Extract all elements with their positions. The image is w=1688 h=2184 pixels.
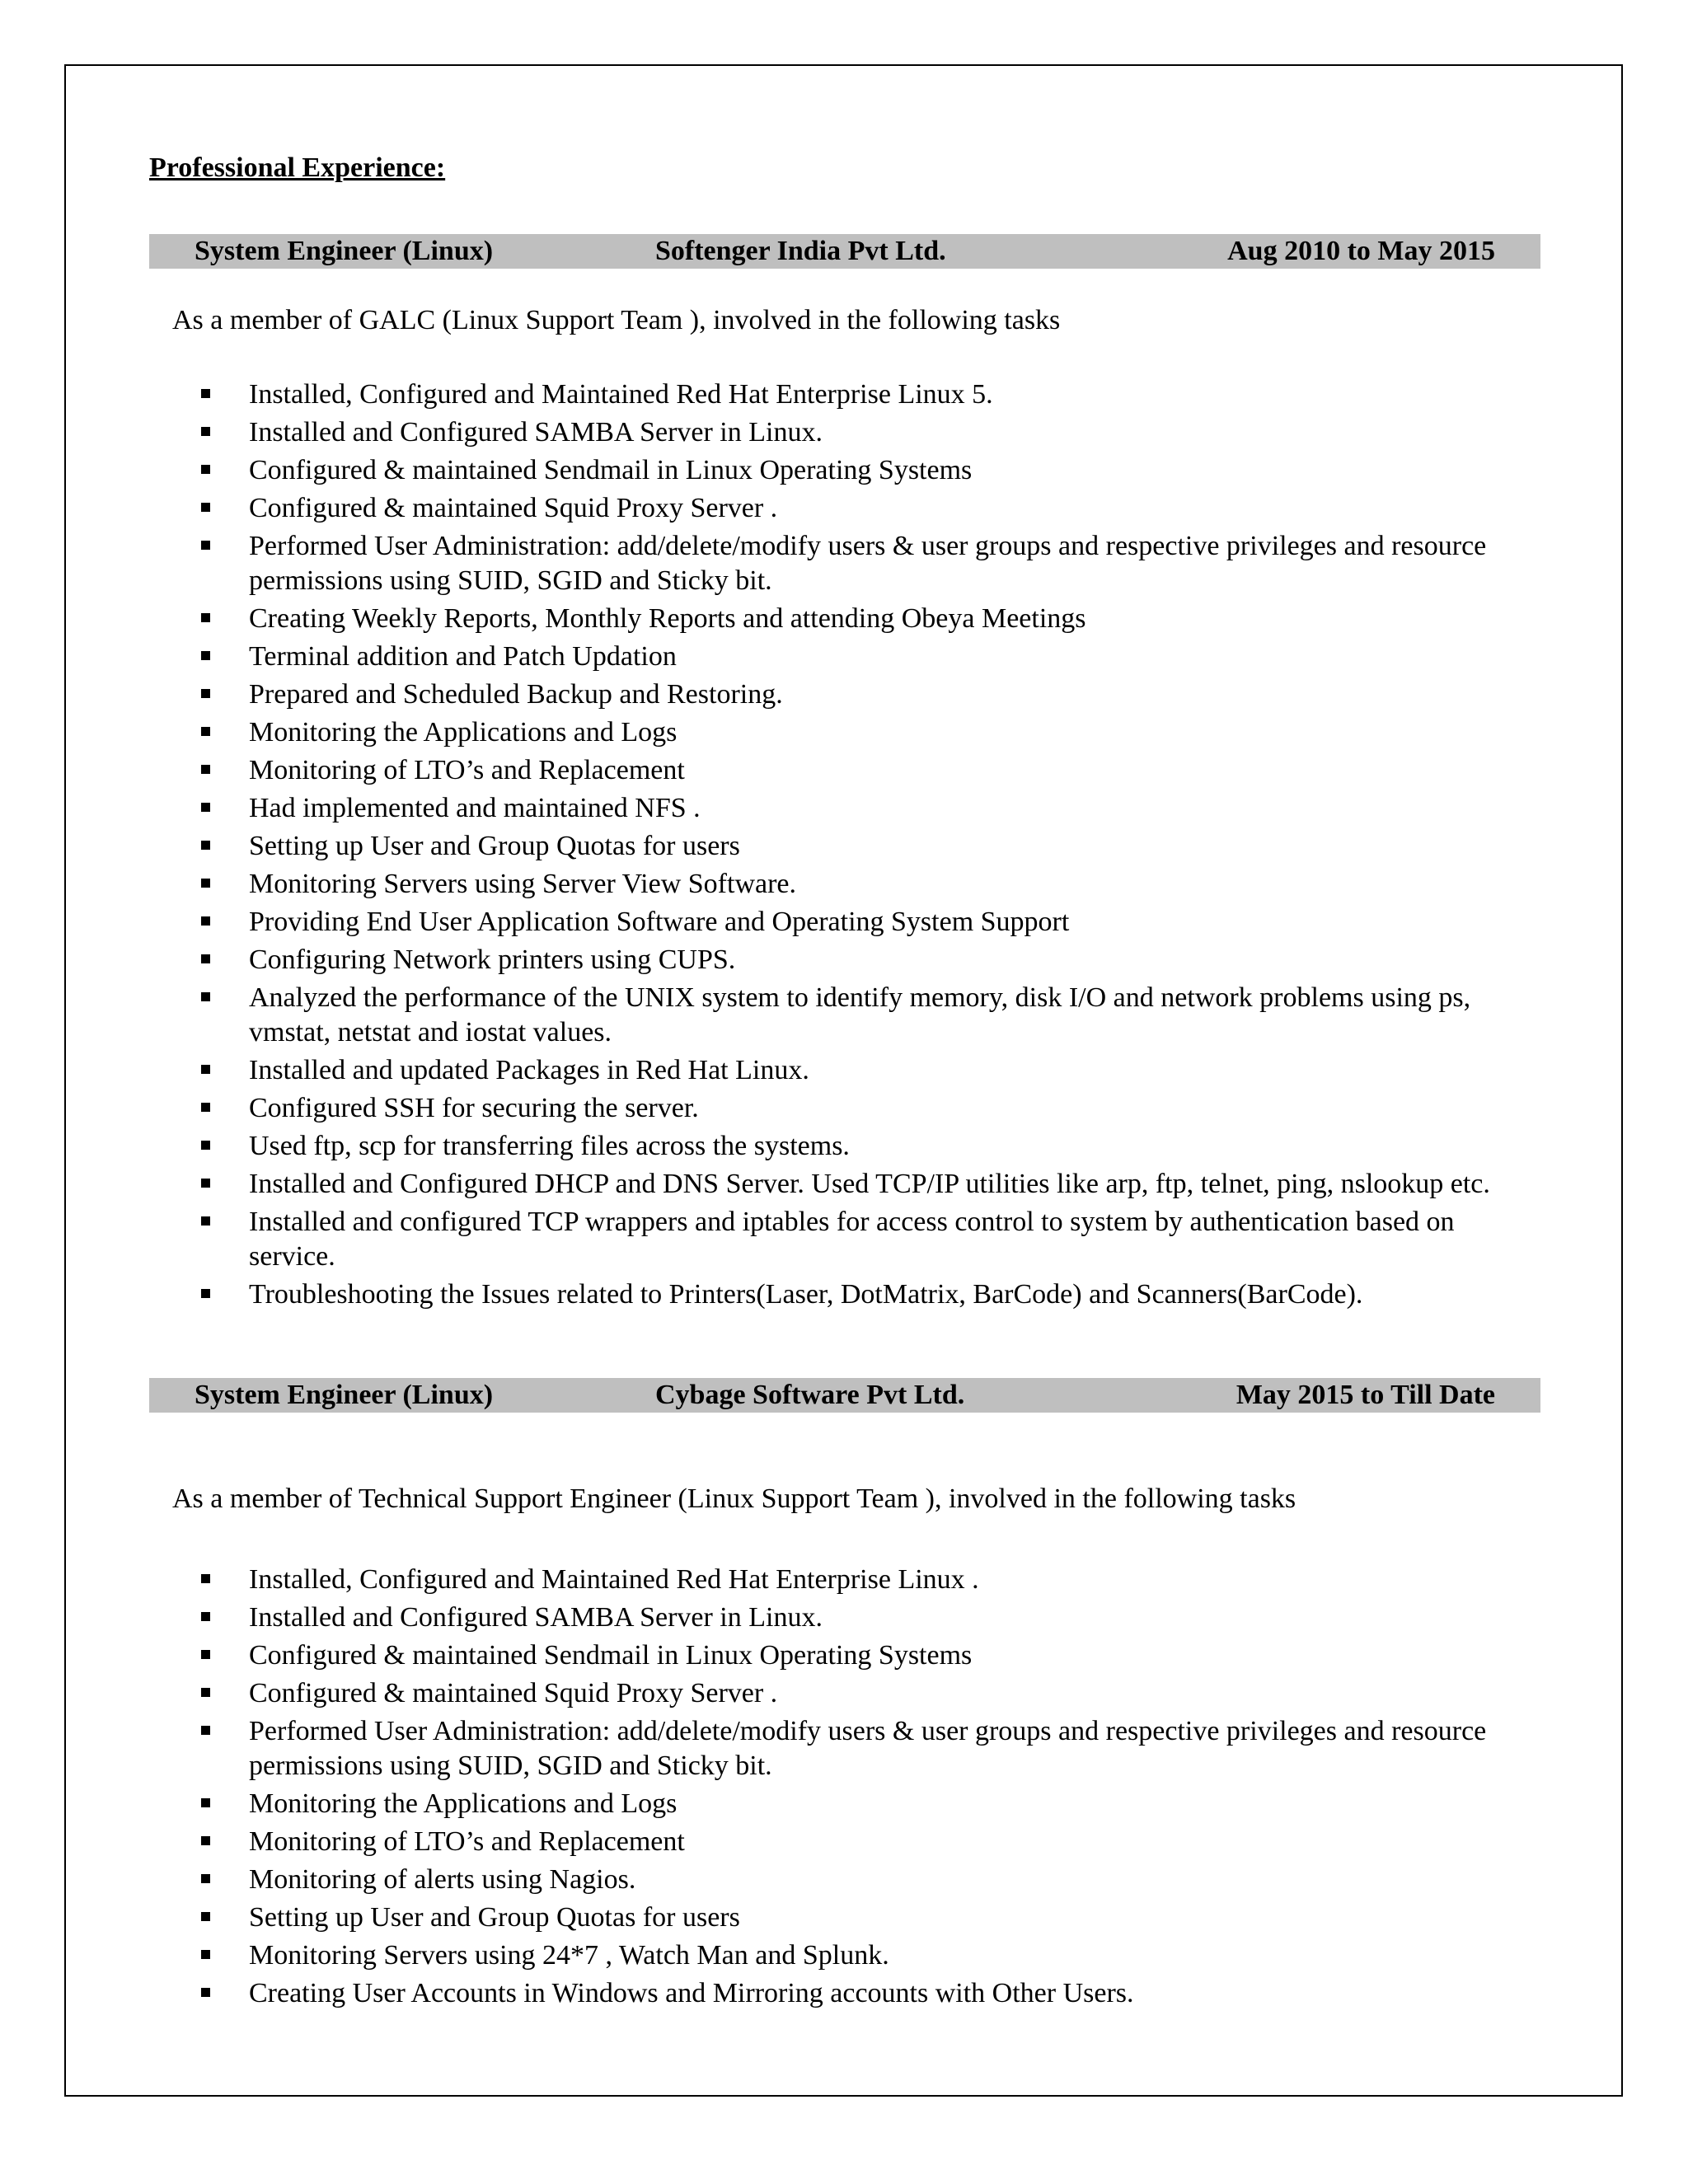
task-text: Monitoring of alerts using Nagios. <box>249 1864 636 1895</box>
square-bullet-icon <box>201 427 210 436</box>
job-header-2 <box>149 1378 1540 1413</box>
list-item <box>201 677 1528 712</box>
list-item <box>201 1601 1528 1635</box>
square-bullet-icon <box>201 1065 210 1074</box>
square-bullet-icon <box>201 1726 210 1735</box>
job-company: Softenger India Pvt Ltd. <box>655 236 946 266</box>
task-list-2 <box>201 1563 1528 2014</box>
task-text: Installed and Configured SAMBA Server in Linux. <box>249 417 823 448</box>
task-text: Installed, Configured and Maintained Red Hat Enterprise Linux 5. <box>249 379 993 410</box>
task-text: Monitoring Servers using 24*7 , Watch Man and Splunk. <box>249 1940 889 1971</box>
square-bullet-icon <box>201 1836 210 1845</box>
job-header-1 <box>149 234 1540 269</box>
list-item <box>201 753 1528 788</box>
task-text: Configured & maintained Sendmail in Linux Operating Systems <box>249 455 973 485</box>
square-bullet-icon <box>201 803 210 812</box>
task-text: Performed User Administration: add/delete/modify users & user groups and respective privileges and resource permissions using SUID, SGID and Sticky bit. <box>249 531 1487 596</box>
list-item <box>201 1676 1528 1711</box>
list-item <box>201 1938 1528 1973</box>
list-item <box>201 829 1528 864</box>
square-bullet-icon <box>201 1988 210 1997</box>
job-dates: Aug 2010 to May 2015 <box>1227 236 1495 266</box>
square-bullet-icon <box>201 992 210 1001</box>
task-list-1 <box>201 377 1528 1315</box>
task-text: Setting up User and Group Quotas for users <box>249 831 740 861</box>
square-bullet-icon <box>201 689 210 698</box>
square-bullet-icon <box>201 503 210 512</box>
square-bullet-icon <box>201 1612 210 1621</box>
list-item <box>201 1976 1528 2011</box>
square-bullet-icon <box>201 1650 210 1659</box>
square-bullet-icon <box>201 541 210 550</box>
job-title: System Engineer (Linux) <box>195 1380 494 1410</box>
task-text: Terminal addition and Patch Updation <box>249 641 677 672</box>
task-text: Installed and configured TCP wrappers and iptables for access control to system by authentication based on service. <box>249 1207 1455 1272</box>
task-text: Analyzed the performance of the UNIX system to identify memory, disk I/O and network problems using ps, vmstat, netstat and iostat values. <box>249 982 1471 1047</box>
task-text: Monitoring of LTO’s and Replacement <box>249 755 685 785</box>
list-item <box>201 1825 1528 1859</box>
task-text: Configured & maintained Sendmail in Linux Operating Systems <box>249 1640 973 1671</box>
square-bullet-icon <box>201 389 210 398</box>
list-item <box>201 377 1528 412</box>
square-bullet-icon <box>201 1103 210 1112</box>
square-bullet-icon <box>201 613 210 622</box>
job-dates: May 2015 to Till Date <box>1236 1380 1495 1410</box>
square-bullet-icon <box>201 1216 210 1226</box>
list-item <box>201 1129 1528 1164</box>
task-text: Monitoring of LTO’s and Replacement <box>249 1826 685 1857</box>
list-item <box>201 640 1528 674</box>
list-item <box>201 791 1528 826</box>
square-bullet-icon <box>201 879 210 888</box>
task-text: Configuring Network printers using CUPS. <box>249 944 736 975</box>
square-bullet-icon <box>201 1574 210 1583</box>
square-bullet-icon <box>201 1688 210 1697</box>
square-bullet-icon <box>201 1912 210 1921</box>
square-bullet-icon <box>201 1950 210 1959</box>
square-bullet-icon <box>201 765 210 774</box>
task-text: Configured SSH for securing the server. <box>249 1093 699 1123</box>
task-text: Prepared and Scheduled Backup and Restoring. <box>249 679 783 710</box>
task-text: Configured & maintained Squid Proxy Server . <box>249 493 778 523</box>
job-company: Cybage Software Pvt Ltd. <box>655 1380 965 1410</box>
list-item <box>201 1167 1528 1202</box>
list-item <box>201 867 1528 902</box>
list-item <box>201 491 1528 526</box>
square-bullet-icon <box>201 1141 210 1150</box>
list-item <box>201 905 1528 940</box>
square-bullet-icon <box>201 465 210 474</box>
task-text: Monitoring the Applications and Logs <box>249 1788 678 1819</box>
square-bullet-icon <box>201 841 210 850</box>
square-bullet-icon <box>201 1874 210 1883</box>
task-text: Creating Weekly Reports, Monthly Reports and attending Obeya Meetings <box>249 603 1086 634</box>
list-item <box>201 1053 1528 1088</box>
task-text: Had implemented and maintained NFS . <box>249 793 701 823</box>
square-bullet-icon <box>201 727 210 736</box>
square-bullet-icon <box>201 651 210 660</box>
list-item <box>201 1091 1528 1126</box>
square-bullet-icon <box>201 916 210 926</box>
square-bullet-icon <box>201 1179 210 1188</box>
list-item <box>201 529 1528 598</box>
list-item <box>201 1863 1528 1897</box>
section-heading: Professional Experience: <box>149 152 446 183</box>
list-item <box>201 1900 1528 1935</box>
list-item <box>201 453 1528 488</box>
list-item <box>201 602 1528 636</box>
list-item <box>201 1787 1528 1821</box>
task-text: Installed, Configured and Maintained Red Hat Enterprise Linux . <box>249 1564 979 1595</box>
task-text: Performed User Administration: add/delete/modify users & user groups and respective privileges and resource permissions using SUID, SGID and Sticky bit. <box>249 1716 1487 1781</box>
list-item <box>201 1563 1528 1597</box>
list-item <box>201 1205 1528 1274</box>
task-text: Setting up User and Group Quotas for users <box>249 1902 740 1933</box>
list-item <box>201 1638 1528 1673</box>
list-item <box>201 715 1528 750</box>
task-text: Troubleshooting the Issues related to Printers(Laser, DotMatrix, BarCode) and Scanners(BarCode). <box>249 1279 1363 1310</box>
square-bullet-icon <box>201 1798 210 1807</box>
list-item <box>201 943 1528 977</box>
list-item <box>201 1277 1528 1312</box>
task-text: Monitoring the Applications and Logs <box>249 717 678 748</box>
job-title: System Engineer (Linux) <box>195 236 494 266</box>
task-text: Installed and Configured DHCP and DNS Server. Used TCP/IP utilities like arp, ftp, telnet, ping, nslookup etc. <box>249 1169 1490 1199</box>
list-item <box>201 415 1528 450</box>
task-text: Providing End User Application Software and Operating System Support <box>249 907 1070 937</box>
job-intro-1: As a member of GALC (Linux Support Team ), involved in the following tasks <box>172 305 1061 335</box>
task-text: Configured & maintained Squid Proxy Server . <box>249 1678 778 1708</box>
task-text: Installed and updated Packages in Red Hat Linux. <box>249 1055 809 1085</box>
list-item <box>201 1714 1528 1783</box>
job-intro-2: As a member of Technical Support Engineer (Linux Support Team ), involved in the following tasks <box>172 1483 1296 1514</box>
task-text: Creating User Accounts in Windows and Mirroring accounts with Other Users. <box>249 1978 1134 2008</box>
square-bullet-icon <box>201 954 210 963</box>
task-text: Installed and Configured SAMBA Server in Linux. <box>249 1602 823 1633</box>
task-text: Monitoring Servers using Server View Software. <box>249 869 796 899</box>
square-bullet-icon <box>201 1289 210 1298</box>
list-item <box>201 981 1528 1050</box>
task-text: Used ftp, scp for transferring files across the systems. <box>249 1131 850 1161</box>
